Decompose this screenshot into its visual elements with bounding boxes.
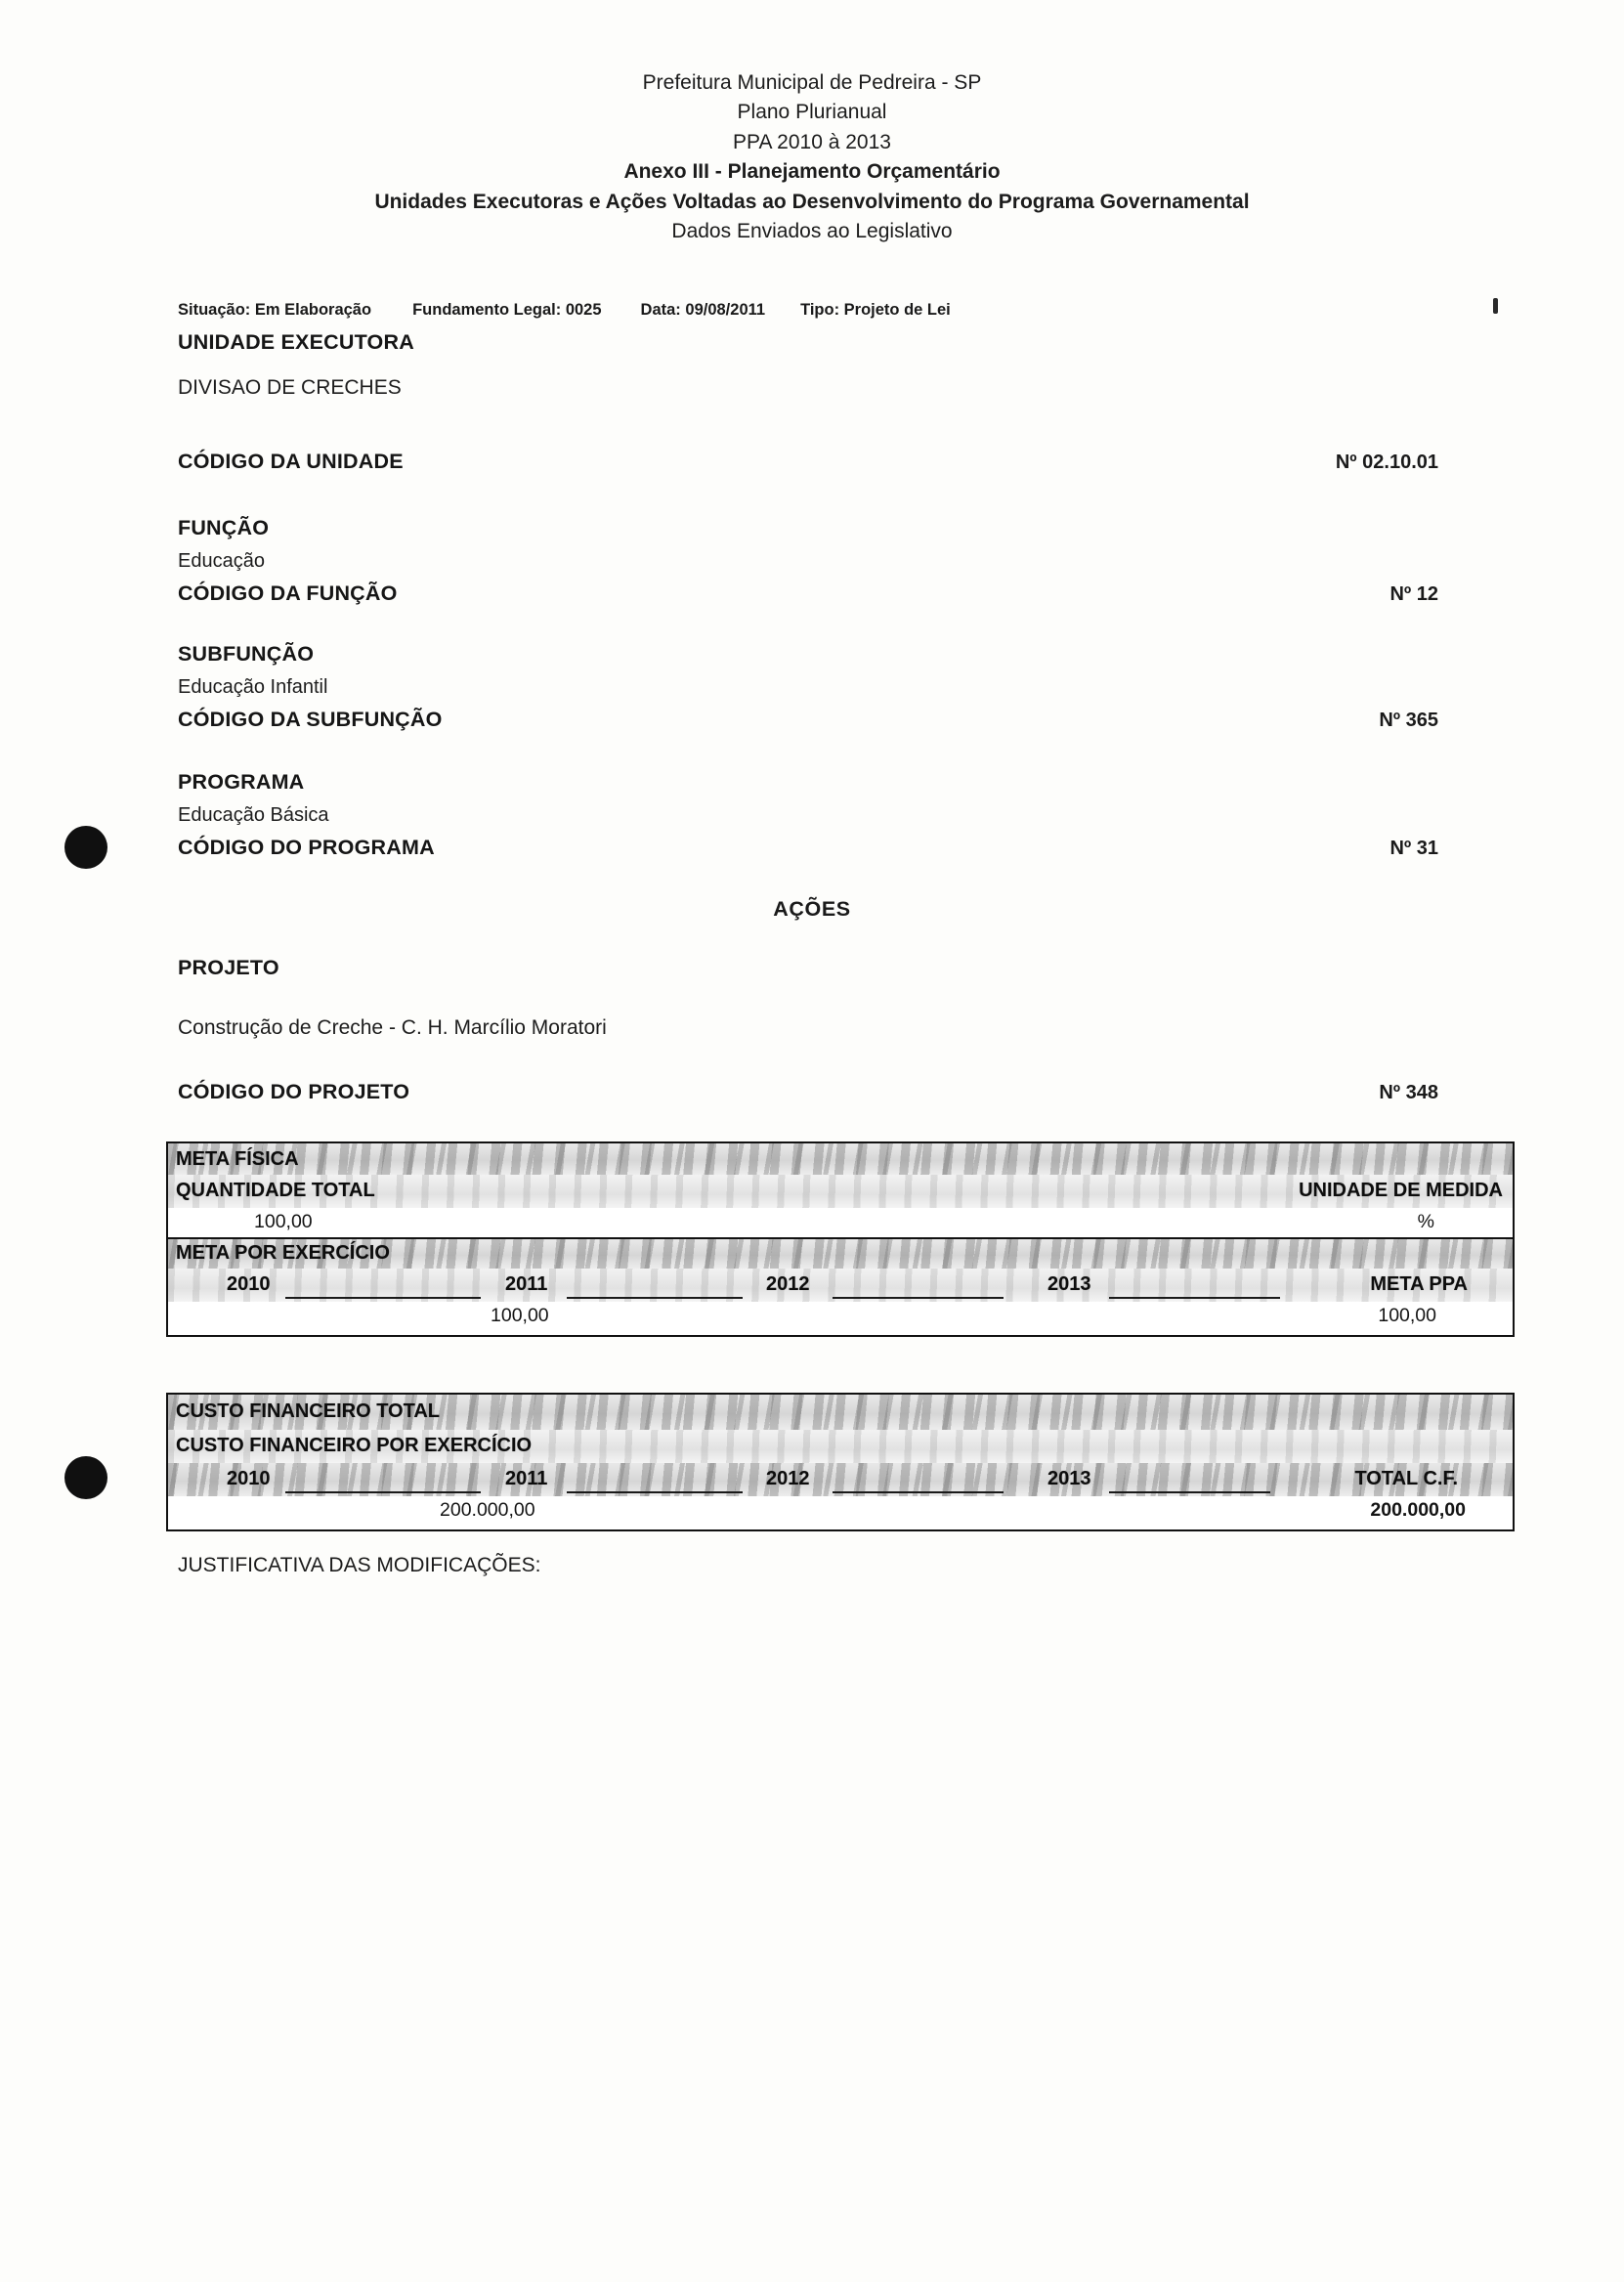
header-line-1: Prefeitura Municipal de Pedreira - SP [642, 71, 982, 94]
custo-ano-2013: 2013 [1047, 1468, 1091, 1489]
header-line-2: Plano Plurianual [737, 101, 887, 124]
meta-ano-2011: 2011 [505, 1273, 548, 1295]
meta-ano-2012: 2012 [766, 1273, 810, 1295]
unidade-executora-label: UNIDADE EXECUTORA [178, 330, 414, 354]
meta-anos-underline-4 [1109, 1297, 1280, 1299]
custo-valor-2011: 200.000,00 [440, 1499, 535, 1521]
subfuncao-label: SUBFUNÇÃO [178, 642, 315, 666]
custo-exercicio-band [168, 1430, 1513, 1463]
custo-anos-underline-1 [285, 1491, 481, 1493]
funcao-label: FUNÇÃO [178, 516, 270, 539]
meta-row [178, 301, 1507, 320]
custo-financeiro-table [166, 1393, 1515, 1531]
codigo-projeto-value: Nº 348 [1379, 1082, 1438, 1103]
codigo-programa-row [178, 836, 1438, 860]
codigo-programa-value: Nº 31 [1389, 838, 1438, 859]
header-line-3: PPA 2010 à 2013 [733, 130, 891, 153]
meta-ano-2010: 2010 [227, 1273, 271, 1295]
header-line-6: Dados Enviados ao Legislativo [671, 220, 953, 243]
codigo-unidade-label: CÓDIGO DA UNIDADE [178, 450, 404, 473]
custo-anos-band [168, 1463, 1513, 1496]
codigo-funcao-row [178, 581, 1438, 606]
codigo-projeto-row [178, 1080, 1438, 1104]
meta-ppa-value: 100,00 [1378, 1305, 1436, 1326]
quantidade-total-label: QUANTIDADE TOTAL [176, 1180, 375, 1201]
quantidade-total-band [168, 1175, 1513, 1208]
meta-exercicio-band [168, 1237, 1513, 1269]
meta-ppa-label: META PPA [1370, 1273, 1468, 1295]
meta-anos-values [168, 1302, 1513, 1335]
meta-fisica-title: META FÍSICA [176, 1148, 299, 1170]
codigo-subfuncao-row [178, 708, 1438, 732]
custo-anos-underline-4 [1109, 1491, 1270, 1493]
meta-anos-underline-1 [285, 1297, 481, 1299]
meta-fisica-title-band [168, 1143, 1513, 1175]
unidade-executora-value: DIVISAO DE CRECHES [178, 376, 402, 399]
meta-fundamento: Fundamento Legal: 0025 [412, 301, 602, 319]
codigo-programa-label: CÓDIGO DO PROGRAMA [178, 836, 435, 859]
custo-total-value: 200.000,00 [1370, 1499, 1466, 1521]
custo-por-exercicio-label: CUSTO FINANCEIRO POR EXERCÍCIO [176, 1435, 533, 1456]
custo-anos-underline-3 [833, 1491, 1004, 1493]
codigo-funcao-label: CÓDIGO DA FUNÇÃO [178, 581, 398, 605]
meta-tipo: Tipo: Projeto de Lei [800, 301, 951, 319]
header-line-5: Unidades Executoras e Ações Voltadas ao Desenvolvimento do Programa Governamental [374, 190, 1250, 213]
custo-ano-2011: 2011 [505, 1468, 548, 1489]
document-header [0, 0, 1624, 247]
custo-anos-underline-2 [567, 1491, 743, 1493]
funcao-value: Educação [178, 550, 265, 572]
subfuncao-value: Educação Infantil [178, 676, 328, 698]
meta-exercicio-label: META POR EXERCÍCIO [176, 1242, 390, 1264]
meta-anos-band [168, 1269, 1513, 1302]
unidade-medida-label: UNIDADE DE MEDIDA [1299, 1180, 1503, 1201]
meta-situacao: Situação: Em Elaboração [178, 301, 372, 319]
projeto-label: PROJETO [178, 956, 279, 979]
custo-financeiro-title: CUSTO FINANCEIRO TOTAL [176, 1400, 440, 1422]
custo-total-label: TOTAL C.F. [1354, 1468, 1458, 1489]
codigo-subfuncao-value: Nº 365 [1379, 710, 1438, 731]
custo-anos-values [168, 1496, 1513, 1529]
header-line-4: Anexo III - Planejamento Orçamentário [623, 160, 1001, 184]
programa-label: PROGRAMA [178, 770, 305, 794]
punch-hole-bottom [64, 1456, 107, 1499]
meta-fisica-table [166, 1141, 1515, 1337]
custo-total-band [168, 1395, 1513, 1430]
codigo-unidade-value: Nº 02.10.01 [1335, 452, 1438, 473]
codigo-projeto-label: CÓDIGO DO PROJETO [178, 1080, 410, 1103]
meta-anos-underline-2 [567, 1297, 743, 1299]
meta-valor-2011: 100,00 [491, 1305, 549, 1326]
justificativa-label: JUSTIFICATIVA DAS MODIFICAÇÕES: [178, 1554, 541, 1576]
quantidade-total-value: 100,00 [254, 1211, 313, 1232]
meta-ano-2013: 2013 [1047, 1273, 1091, 1295]
unidade-medida-value: % [1417, 1211, 1434, 1232]
quantidade-total-values [168, 1208, 1513, 1237]
custo-ano-2010: 2010 [227, 1468, 271, 1489]
punch-hole-top [64, 826, 107, 869]
codigo-funcao-value: Nº 12 [1389, 583, 1438, 605]
codigo-unidade-row [178, 450, 1438, 474]
acoes-title: AÇÕES [773, 897, 851, 921]
meta-anos-underline-3 [833, 1297, 1004, 1299]
custo-ano-2012: 2012 [766, 1468, 810, 1489]
programa-value: Educação Básica [178, 804, 329, 826]
codigo-subfuncao-label: CÓDIGO DA SUBFUNÇÃO [178, 708, 443, 731]
projeto-value: Construção de Creche - C. H. Marcílio Moratori [178, 1016, 607, 1039]
meta-data: Data: 09/08/2011 [640, 301, 766, 319]
